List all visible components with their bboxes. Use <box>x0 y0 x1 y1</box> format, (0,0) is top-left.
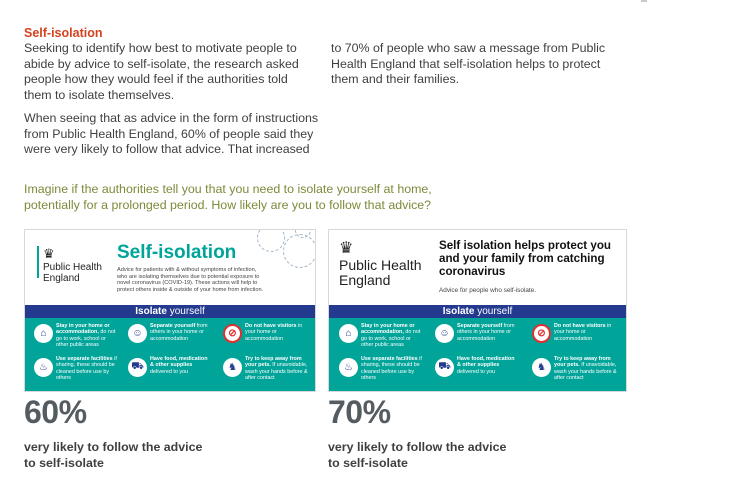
org-logo <box>339 238 422 288</box>
paragraph-line: them to isolate themselves. <box>24 87 175 102</box>
title-line: and your family from catching <box>439 252 605 265</box>
org-name-line: Public Health <box>43 262 102 273</box>
paragraph-3 <box>331 41 631 88</box>
tip: Do not have visitors in your home or accommodation <box>245 323 303 342</box>
org-name-line: England <box>43 273 80 284</box>
org-name-line: Public Health <box>339 257 422 273</box>
delivery-van-icon: ⛟ <box>128 358 147 377</box>
stat-value: 70% <box>328 394 391 430</box>
poster-title: Self-isolation <box>117 242 237 263</box>
section-heading: Self-isolation <box>24 26 103 40</box>
bathroom-icon: ♨ <box>339 358 358 377</box>
royal-crest-icon: ♛ <box>43 246 55 261</box>
org-logo <box>37 246 102 284</box>
isolate-band <box>329 305 626 318</box>
home-icon: ⌂ <box>339 324 358 343</box>
paragraph-1 <box>24 41 324 103</box>
paragraph-line: from Public Health England, 60% of people said they <box>24 126 314 141</box>
tips-panel <box>25 318 315 391</box>
paragraph-line: people how they would feel if the authorities told <box>24 72 288 86</box>
tip: Separate yourself from others in your home or accommodation <box>457 323 515 342</box>
no-visitors-icon: ⊘ <box>223 324 242 343</box>
tip: Use separate facilities if sharing, these should be cleaned before use by others <box>56 356 117 381</box>
band-bold: Isolate <box>442 306 475 317</box>
pet-icon: ♞ <box>532 358 551 377</box>
paragraph-line: were very likely to follow that advice. That increased <box>24 142 310 156</box>
band-bold: Isolate <box>135 306 167 317</box>
band-light: yourself <box>477 306 513 317</box>
title-line: coronavirus <box>439 265 506 278</box>
pet-icon: ♞ <box>223 358 242 377</box>
question-line: Imagine if the authorities tell you that you need to isolate yourself at home, <box>24 182 432 196</box>
paragraph-line: Health England that self-isolation helps to protect <box>331 56 601 71</box>
no-visitors-icon: ⊘ <box>532 324 551 343</box>
royal-crest-icon: ♛ <box>339 240 354 257</box>
tip: Use separate facilities if sharing, these should be cleaned before use by others <box>361 356 422 381</box>
stat-label-line: to self-isolate <box>328 456 408 470</box>
tip: Stay in your home or accommodation, do not go to work, school or other public areas <box>56 323 116 348</box>
paragraph-2 <box>24 111 329 158</box>
poster-self-isolation <box>24 229 316 392</box>
org-name-line: England <box>339 272 391 288</box>
intro-line: protect others inside & outside of your home from infection. <box>117 286 264 293</box>
intro-line: who are isolating themselves due to potential exposure to <box>117 273 260 280</box>
poster-subtitle: Advice for people who self-isolate. <box>439 287 536 294</box>
home-icon: ⌂ <box>34 324 53 343</box>
people-icon: ☺ <box>128 324 147 343</box>
tip: Stay in your home or accommodation, do not go to work, school or other public areas <box>361 323 421 348</box>
people-icon: ☺ <box>435 324 454 343</box>
bathroom-icon: ♨ <box>34 358 53 377</box>
stat-label-line: very likely to follow the advice <box>24 440 203 454</box>
isolate-band <box>25 305 315 318</box>
question-line: potentially for a prolonged period. How likely are you to follow that advice? <box>24 197 432 212</box>
virus-decoration <box>283 234 316 268</box>
virus-decoration <box>257 229 285 252</box>
tip: Do not have visitors in your home or accommodation <box>554 323 612 342</box>
intro-line: Advice for patients with & without symptoms of infection, <box>117 267 257 273</box>
paragraph-line: When seeing that as advice in the form of instructions <box>24 111 319 125</box>
tip: Have food, medication & other supplies delivered to you <box>457 356 515 375</box>
title-line: Self isolation helps protect you <box>439 239 611 252</box>
poster-title <box>439 239 624 278</box>
stat-value: 60% <box>24 394 87 430</box>
poster-intro <box>117 267 307 293</box>
paragraph-line: abide by advice to self-isolate, the research asked <box>24 56 299 71</box>
page-corner-mark <box>641 0 647 2</box>
survey-question <box>24 182 444 213</box>
poster-protect-family <box>328 229 627 392</box>
stat-label <box>328 439 506 471</box>
paragraph-line: to 70% of people who saw a message from Public <box>331 41 606 55</box>
band-light: yourself <box>169 306 205 317</box>
tip: Try to keep away from your pets. If unavoidable, wash your hands before & after contact <box>554 356 617 381</box>
stat-label-line: very likely to follow the advice <box>328 440 507 454</box>
paragraph-line: them and their families. <box>331 72 460 86</box>
tip: Separate yourself from others in your home or accommodation <box>150 323 208 342</box>
tip: Have food, medication & other supplies delivered to you <box>150 356 208 375</box>
tips-panel <box>329 318 626 391</box>
stat-label-line: to self-isolate <box>24 456 104 470</box>
paragraph-line: Seeking to identify how best to motivate people to <box>24 41 297 55</box>
intro-line: novel coronavirus (COVID-19). These actions will help to <box>117 280 258 287</box>
delivery-van-icon: ⛟ <box>435 358 454 377</box>
stat-label <box>24 439 202 471</box>
tip: Try to keep away from your pets. If unavoidable, wash your hands before & after contact <box>245 356 308 381</box>
